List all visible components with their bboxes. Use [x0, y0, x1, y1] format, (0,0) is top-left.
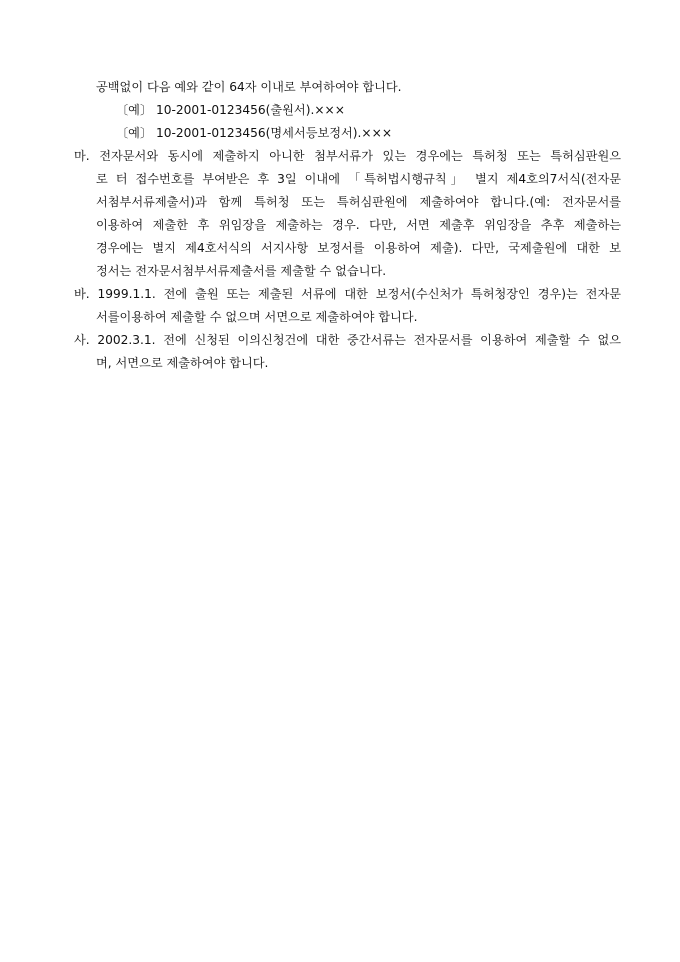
item-ma-line-5: 경우에는 별지 제4호서식의 서지사항 보정서를 이용하여 제출). 다만, 국제출원에 대한 보 [96, 241, 621, 255]
item-ma-line-4: 이용하여 제출한 후 위임장을 제출하는 경우. 다만, 서면 제출후 위임장을 추후 제출하는 [96, 218, 621, 232]
example-line-2: 〔예〕 10-2001-0123456(명세서등보정서).××× [116, 126, 393, 140]
item-ba-line-2: 서를이용하여 제출할 수 없으며 서면으로 제출하여야 합니다. [96, 310, 418, 324]
item-ma-line-1: 마. 전자문서와 동시에 제출하지 아니한 첨부서류가 있는 경우에는 특허청 또는 특허심판원으 [74, 149, 621, 163]
item-ma-line-2: 로 터 접수번호를 부여받은 후 3일 이내에 「특허법시행규칙」 별지 제4호의7서식(전자문 [96, 172, 621, 186]
example-line-1: 〔예〕 10-2001-0123456(출원서).××× [116, 103, 345, 117]
item-sa-line-2: 며, 서면으로 제출하여야 합니다. [96, 356, 269, 370]
item-ba-line-1: 바. 1999.1.1. 전에 출원 또는 제출된 서류에 대한 보정서(수신처가 특허청장인 경우)는 전자문 [74, 287, 621, 301]
intro-line: 공백없이 다음 예와 같이 64자 이내로 부여하여야 합니다. [96, 80, 402, 94]
item-ma-line-3: 서첨부서류제출서)과 함께 특허청 또는 특허심판원에 제출하여야 합니다.(예: 전자문서를 [96, 195, 621, 209]
item-ma-line-6: 정서는 전자문서첨부서류제출서를 제출할 수 없습니다. [96, 264, 387, 278]
item-sa-line-1: 사. 2002.3.1. 전에 신청된 이의신청건에 대한 중간서류는 전자문서를 이용하여 제출할 수 없으 [74, 333, 621, 347]
